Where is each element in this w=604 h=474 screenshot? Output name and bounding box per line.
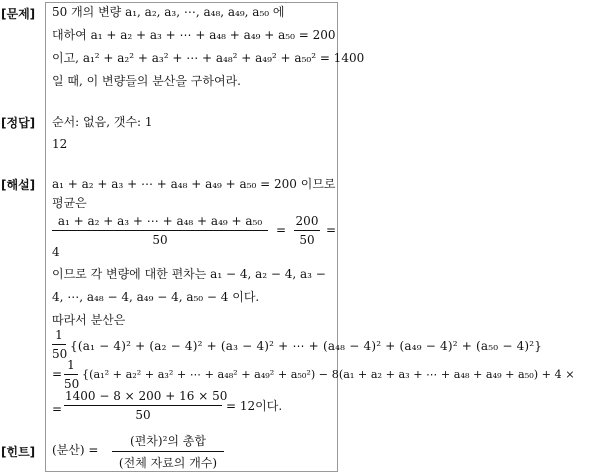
solution-line-4: 4, ⋯, a₄₈ − 4, a₄₉ − 4, a₅₀ − 4 이다. <box>52 290 260 304</box>
solution-line-1: a₁ + a₂ + a₃ + ⋯ + a₄₈ + a₄₉ + a₅₀ = 200 이므로 <box>52 177 336 191</box>
solution-line-5: 따라서 분산은 <box>52 313 126 327</box>
coef-denominator: 50 <box>64 377 80 391</box>
mean-numerator: a₁ + a₂ + a₃ + ⋯ + a₄₈ + a₄₉ + a₅₀ <box>57 214 263 228</box>
hint-fraction <box>112 432 224 471</box>
variance-line-1: {(a₁ − 4)² + (a₂ − 4)² + (a₃ − 4)² + ⋯ + (a₄₈ − 4)² + (a₄₉ − 4)² + (a₅₀ − 4)²} <box>70 339 543 353</box>
coef-denominator: 50 <box>52 347 68 361</box>
mean-value: 4 <box>52 245 60 259</box>
final-numerator: 1400 − 8 × 200 + 16 × 50 <box>65 389 228 403</box>
mean-denominator-2: 50 <box>299 233 315 247</box>
problem-line-4: 일 때, 이 변량들의 분산을 구하여라. <box>52 74 241 88</box>
equals-sign-3: = <box>52 367 63 381</box>
hint-denominator: (전체 자료의 개수) <box>118 456 218 470</box>
problem-line-2: 대하여 a₁ + a₂ + a₃ + ⋯ + a₄₈ + a₄₉ + a₅₀ = 200 <box>52 28 336 42</box>
coef-numerator: 1 <box>55 328 63 342</box>
variance-coef-2 <box>64 358 78 391</box>
mean-fraction <box>52 214 268 247</box>
hint-numerator: (편차)²의 총합 <box>130 434 206 448</box>
variance-line-2: {(a₁² + a₂² + a₃² + ⋯ + a₄₈² + a₄₉² + a₅₀²) − 8(a₁ + a₂ + a₃ + ⋯ + a₄₈ + a₄₉ + a₅₀) + 4 × <box>82 368 575 381</box>
coef-numerator: 1 <box>67 358 75 372</box>
variance-final-fraction <box>64 389 228 422</box>
equals-sign-4: = <box>52 402 63 416</box>
mean-numerator-2: 200 <box>295 214 319 228</box>
problem-line-1: 50 개의 변량 a₁, a₂, a₃, ⋯, a₄₈, a₄₉, a₅₀ 에 <box>52 5 285 19</box>
final-denominator: 50 <box>135 408 151 422</box>
problem-label: [문제] <box>1 7 36 21</box>
mean-fraction-2 <box>294 214 320 247</box>
answer-value: 12 <box>52 137 68 151</box>
problem-line-3: 이고, a₁² + a₂² + a₃² + ⋯ + a₄₈² + a₄₉² + a₅₀² = 1400 <box>52 51 365 65</box>
solution-label: [해설] <box>1 178 36 192</box>
variance-coef-1 <box>52 328 66 361</box>
fraction-bar <box>52 230 268 231</box>
fraction-bar <box>112 451 224 452</box>
solution-line-3: 이므로 각 변량에 대한 편차는 a₁ − 4, a₂ − 4, a₃ − <box>52 267 326 281</box>
answer-meta: 순서: 없음, 갯수: 1 <box>52 115 153 129</box>
equals-sign-2: = <box>326 223 337 237</box>
fraction-bar <box>52 344 66 345</box>
mean-denominator: 50 <box>152 233 168 247</box>
fraction-bar <box>294 230 320 231</box>
variance-result: = 12이다. <box>226 399 283 413</box>
hint-label: [힌트] <box>1 445 36 459</box>
answer-label: [정답] <box>1 116 36 130</box>
hint-lhs: (분산) = <box>52 443 99 457</box>
fraction-bar <box>64 374 78 375</box>
solution-line-2: 평균은 <box>52 196 87 210</box>
fraction-bar <box>64 405 222 406</box>
equals-sign: = <box>276 223 287 237</box>
